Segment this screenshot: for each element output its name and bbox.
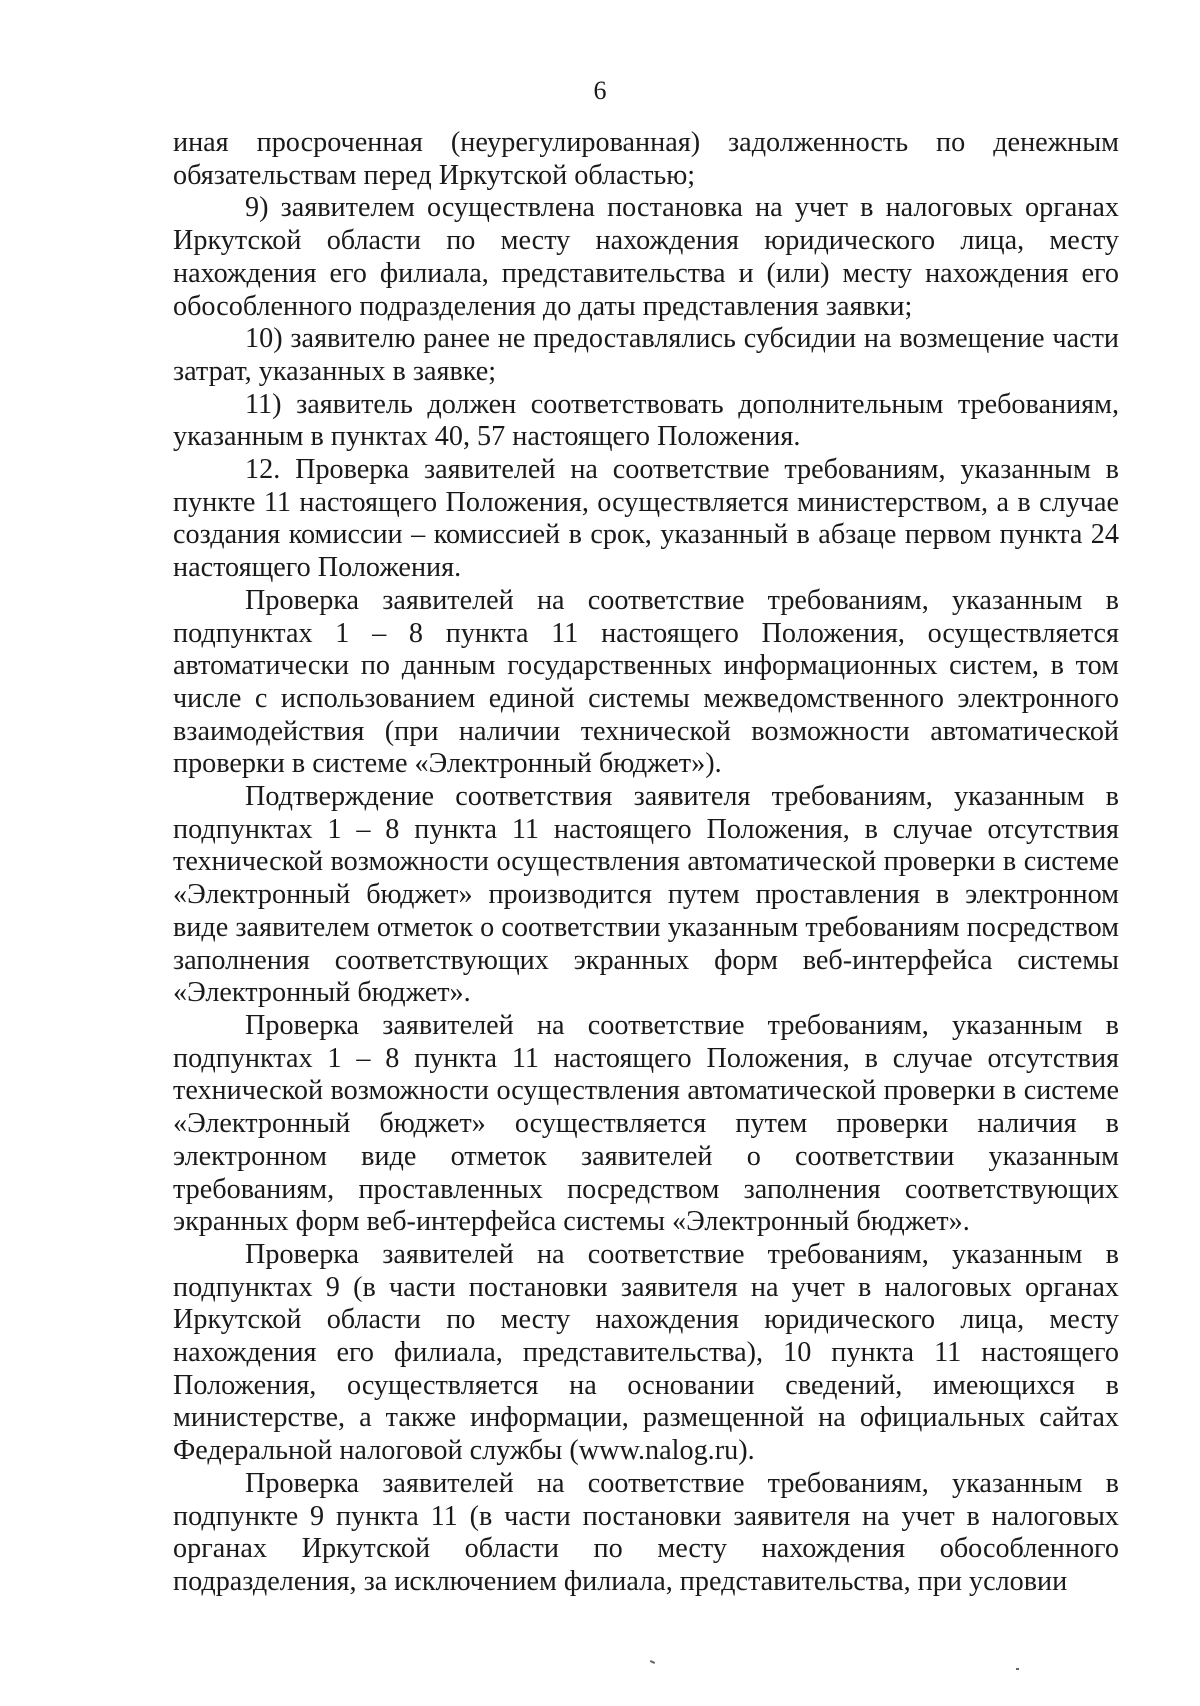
paragraph-debt-continuation: иная просроченная (неурегулированная) задолженность по денежным обязательствам перед Иркутской областью; [173,127,1119,191]
paragraph-verification-items-9-10: Проверка заявителей на соответствие требованиям, указанным в подпунктах 9 (в части постановки заявителя на учет в налоговых органах Иркутской области по месту нахождения юридического лица, месту нахождения его филиала, представительства), 10 пункта 11 настоящего Положения, осуществляется на основании сведений, имеющихся в министерстве, а также информации, размещенной на официальных сайтах Федеральной налоговой службы (www.nalog.ru). [173,1238,1119,1467]
paragraph-verification-of-marks: Проверка заявителей на соответствие требованиям, указанным в подпунктах 1 – 8 пункта 11 настоящего Положения, в случае отсутствия технической возможности осуществления автоматической проверки в системе «Электронный бюджет» осуществляется путем проверки наличия в электронном виде отметок заявителей о соответствии указанным требованиям, проставленных посредством заполнения соответствующих экранных форм веб-интерфейса системы «Электронный бюджет». [173,1009,1119,1238]
paragraph-item-10-no-prior-subsidies: 10) заявителю ранее не предоставлялись субсидии на возмещение части затрат, указанных в заявке; [173,323,1119,387]
document-body [173,127,1119,1599]
page-number: 6 [593,76,607,105]
paragraph-automatic-verification: Проверка заявителей на соответствие требованиям, указанным в подпунктах 1 – 8 пункта 11 настоящего Положения, осуществляется автоматически по данным государственных информационных систем, в том числе с использованием единой системы межведомственного электронного взаимодействия (при наличии технической возможности автоматической проверки в системе «Электронный бюджет»). [173,584,1119,780]
scan-speck [1016,1668,1019,1670]
paragraph-section-12-verification: 12. Проверка заявителей на соответствие требованиям, указанным в пункте 11 настоящего Положения, осуществляется министерством, а в случае создания комиссии – комиссией в срок, указанный в абзаце первом пункта 24 настоящего Положения. [173,454,1119,584]
paragraph-item-11-additional-requirements: 11) заявитель должен соответствовать дополнительным требованиям, указанным в пунктах 40, 57 настоящего Положения. [173,388,1119,453]
scan-speck [650,1660,655,1664]
paragraph-confirmation-by-marks: Подтверждение соответствия заявителя требованиям, указанным в подпунктах 1 – 8 пункта 11 настоящего Положения, в случае отсутствия технической возможности осуществления автоматической проверки в системе «Электронный бюджет» производится путем проставления в электронном виде заявителем отметок о соответствии указанным требованиям посредством заполнения соответствующих экранных форм веб-интерфейса системы «Электронный бюджет». [173,781,1119,1009]
paragraph-item-9-tax-registration: 9) заявителем осуществлена постановка на учет в налоговых органах Иркутской области по месту нахождения юридического лица, месту нахождения его филиала, представительства и (или) месту нахождения его обособленного подразделения до даты представления заявки; [173,192,1119,322]
paragraph-verification-item-9-separate-division: Проверка заявителей на соответствие требованиям, указанным в подпункте 9 пункта 11 (в части постановки заявителя на учет в налоговых органах Иркутской области по месту нахождения обособленного подразделения, за исключением филиала, представительства, при условии [173,1467,1119,1597]
